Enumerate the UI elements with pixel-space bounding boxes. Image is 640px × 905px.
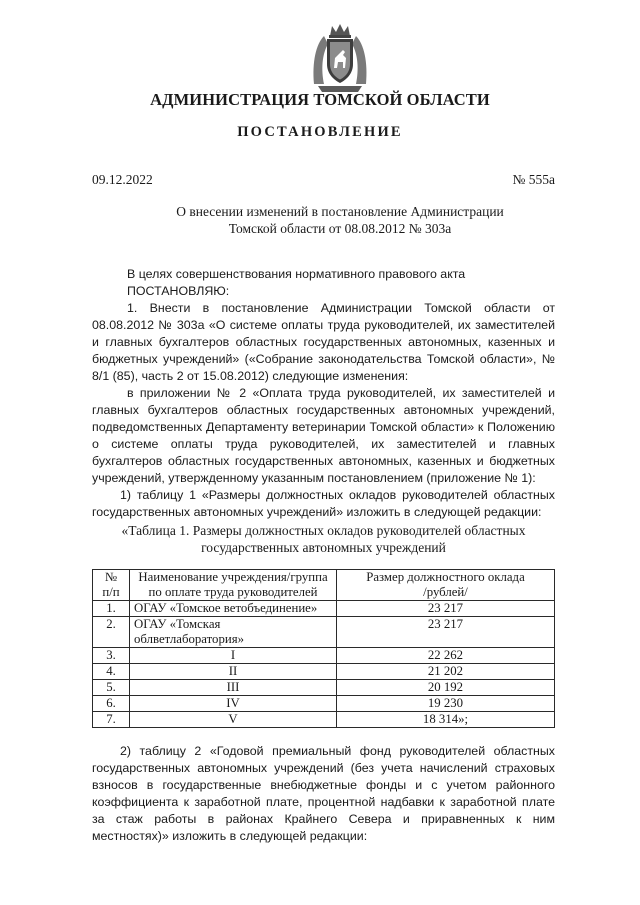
tomsk-coat-of-arms-icon (310, 22, 370, 96)
table-row (93, 617, 555, 648)
body-paragraph-preamble: В целях совершенствования нормативного правового акта (127, 267, 466, 281)
decree-date: 09.12.2022 (92, 172, 153, 187)
row-name: IV (130, 696, 337, 712)
row-name: III (130, 680, 337, 696)
header-name: Наименование учреждения/группа по оплате труда руководителей (130, 570, 337, 601)
decree-number: № 555а (512, 172, 555, 187)
subject-line-1: О внесении изменений в постановление Администрации (176, 204, 504, 219)
row-num: 2. (93, 617, 130, 648)
row-name: II (130, 664, 337, 680)
table-row (93, 648, 555, 664)
row-salary: 22 262 (337, 648, 555, 664)
body-paragraph-table-2: 2) таблицу 2 «Годовой премиальный фонд руководителей областных государственных автономных учреждений (без учета начислений страховых взносов в государственные внебюджетные фонды и с учетом районного коэффициента к заработной плате, процентной надбавки к заработной плате за стаж работы в районах Крайнего Севера и приравненных к ним местностях)» изложить в следующей редакции: (92, 744, 555, 843)
row-num: 4. (93, 664, 130, 680)
row-num: 1. (93, 601, 130, 617)
table-caption (92, 522, 555, 556)
header-salary: Размер должностного оклада /рублей/ (337, 570, 555, 601)
table-row (93, 696, 555, 712)
row-salary: 20 192 (337, 680, 555, 696)
row-name: I (130, 648, 337, 664)
row-salary: 21 202 (337, 664, 555, 680)
decree-subject (150, 203, 530, 237)
row-salary: 19 230 (337, 696, 555, 712)
subject-line-2: Томской области от 08.08.2012 № 303а (228, 221, 452, 236)
decree-body-continued (92, 743, 555, 845)
row-num: 6. (93, 696, 130, 712)
row-name: ОГАУ «Томское ветобъединение» (130, 601, 337, 617)
row-num: 3. (93, 648, 130, 664)
table-header-row (93, 570, 555, 601)
row-name: V (130, 712, 337, 728)
row-salary: 18 314»; (337, 712, 555, 728)
table-row (93, 680, 555, 696)
body-paragraph-appendix: в приложении № 2 «Оплата труда руководителей, их заместителей и главных бухгалтеров областных государственных автономных учреждений, подведомственных Департаменту ветеринарии Томской области» к Положению о системе оплаты труда руководителей, их заместителей и главных бухгалтеров областных государственных автономных, казенных и бюджетных учреждений, утвержденному указанным постановлением (приложение № 1): (92, 386, 555, 485)
decree-title: ПОСТАНОВЛЕНИЕ (237, 124, 403, 140)
row-name: ОГАУ «Томская облветлаборатория» (130, 617, 337, 648)
table-caption-line-2: государственных автономных учреждений (201, 540, 446, 555)
body-paragraph-item-1: 1. Внести в постановление Администрации Томской области от 08.08.2012 № 303а «О системе оплаты труда руководителей, их заместителей и главных бухгалтеров областных государственных автономных, казенных и бюджетных учреждений» («Собрание законодательства Томской области», № 8/1 (85), часть 2 от 15.08.2012) следующие изменения: (92, 301, 555, 383)
salary-table (92, 569, 555, 728)
row-num: 7. (93, 712, 130, 728)
admin-title: АДМИНИСТРАЦИЯ ТОМСКОЙ ОБЛАСТИ (150, 90, 490, 109)
row-salary: 23 217 (337, 617, 555, 648)
decree-body (92, 266, 555, 521)
row-salary: 23 217 (337, 601, 555, 617)
body-paragraph-table-1: 1) таблицу 1 «Размеры должностных окладов руководителей областных государственных автономных учреждений» изложить в следующей редакции: (92, 488, 555, 519)
body-paragraph-resolve: ПОСТАНОВЛЯЮ: (127, 284, 230, 298)
row-num: 5. (93, 680, 130, 696)
table-row (93, 712, 555, 728)
table-caption-line-1: «Таблица 1. Размеры должностных окладов руководителей областных (121, 523, 526, 538)
table-row (93, 664, 555, 680)
header-num: № п/п (93, 570, 130, 601)
table-row (93, 601, 555, 617)
